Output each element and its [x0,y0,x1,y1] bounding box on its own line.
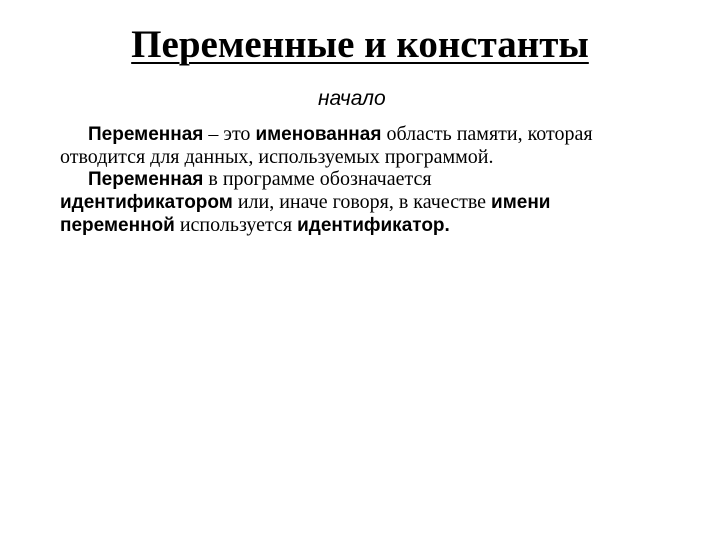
term-variable-genitive: переменной [60,215,175,236]
text-fragment: используется [174,214,298,236]
paragraph2-line1 [60,168,700,191]
paragraph1-line2 [60,146,700,168]
paragraph2-line3 [60,214,700,237]
text-fragment: область памяти, которая [381,123,593,145]
slide-body [60,123,700,237]
term-named: именованная [255,124,382,145]
text-fragment: в программе обозначается [203,168,432,190]
paragraph-variable-definition [60,123,700,168]
slide-title [0,22,720,68]
paragraph2-line2 [60,191,700,214]
text-period: . [444,215,450,236]
text-fragment: – это [203,123,256,145]
term-variable: Переменная [88,124,204,145]
text-fragment: отводится для данных, используемых программой. [60,146,494,168]
slide-subtitle: начало [318,87,386,110]
term-name: имени [491,192,551,213]
term-identifier-nominative: идентификатор [297,215,445,236]
term-variable: Переменная [88,169,204,190]
paragraph1-line1 [60,123,700,146]
term-identifier: идентификатором [60,192,233,213]
text-fragment: или, иначе говоря, в качестве [232,191,492,213]
paragraph-variable-identifier [60,168,700,237]
slide-title-text: Переменные и константы [131,23,589,66]
